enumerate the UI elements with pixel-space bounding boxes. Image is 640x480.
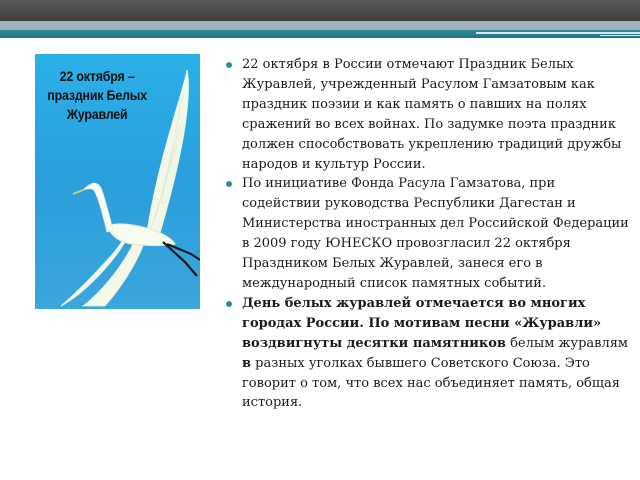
bullet-list (226, 55, 630, 413)
bullet-text: 22 октября в России отмечают Праздник Белых Журавлей, учрежденный Расулом Гамзатовым как праздник поэзии и как память о павших на полях сражений во всех войнах. По задумке поэта праздник должен способствовать укреплению традиций дружбы народов и культур России. (242, 57, 622, 172)
caption-line: Журавлей (66, 107, 128, 122)
bullet-dot-icon (226, 181, 232, 187)
bullet-text: разных уголках бывшего Советского Союза. Это говорит о том, что всех нас объединяет память, общая история. (242, 355, 620, 411)
bullet-bold-text: День белых журавлей отмечается во многих городах России. По мотивам песни «Журавли» воздвигнуты десятки памятников (242, 295, 602, 351)
header-accent-line (476, 32, 640, 34)
header-accent-line-short (600, 35, 640, 36)
bullet-item (226, 174, 630, 293)
crane-picture (35, 54, 200, 309)
bullet-item (226, 294, 630, 413)
bullet-bold-text: в (242, 355, 252, 371)
bullet-dot-icon (226, 62, 232, 68)
caption-line: праздник Белых (47, 88, 147, 103)
bullet-item (226, 55, 630, 174)
bullet-text: По инициативе Фонда Расула Гамзатова, при содействии руководства Республики Дагестан и Министерства иностранных дел Российской Федерации в 2009 году ЮНЕСКО провозгласил 22 октября Праздником Белых Журавлей, занеся его в международный список памятных событий. (242, 176, 629, 291)
picture-caption (35, 67, 159, 124)
bullet-text: белым журавлям (505, 335, 629, 351)
bullet-dot-icon (226, 301, 232, 307)
header-light-band (0, 21, 640, 30)
header-dark-band (0, 0, 640, 21)
caption-line: 22 октября – (59, 69, 135, 84)
